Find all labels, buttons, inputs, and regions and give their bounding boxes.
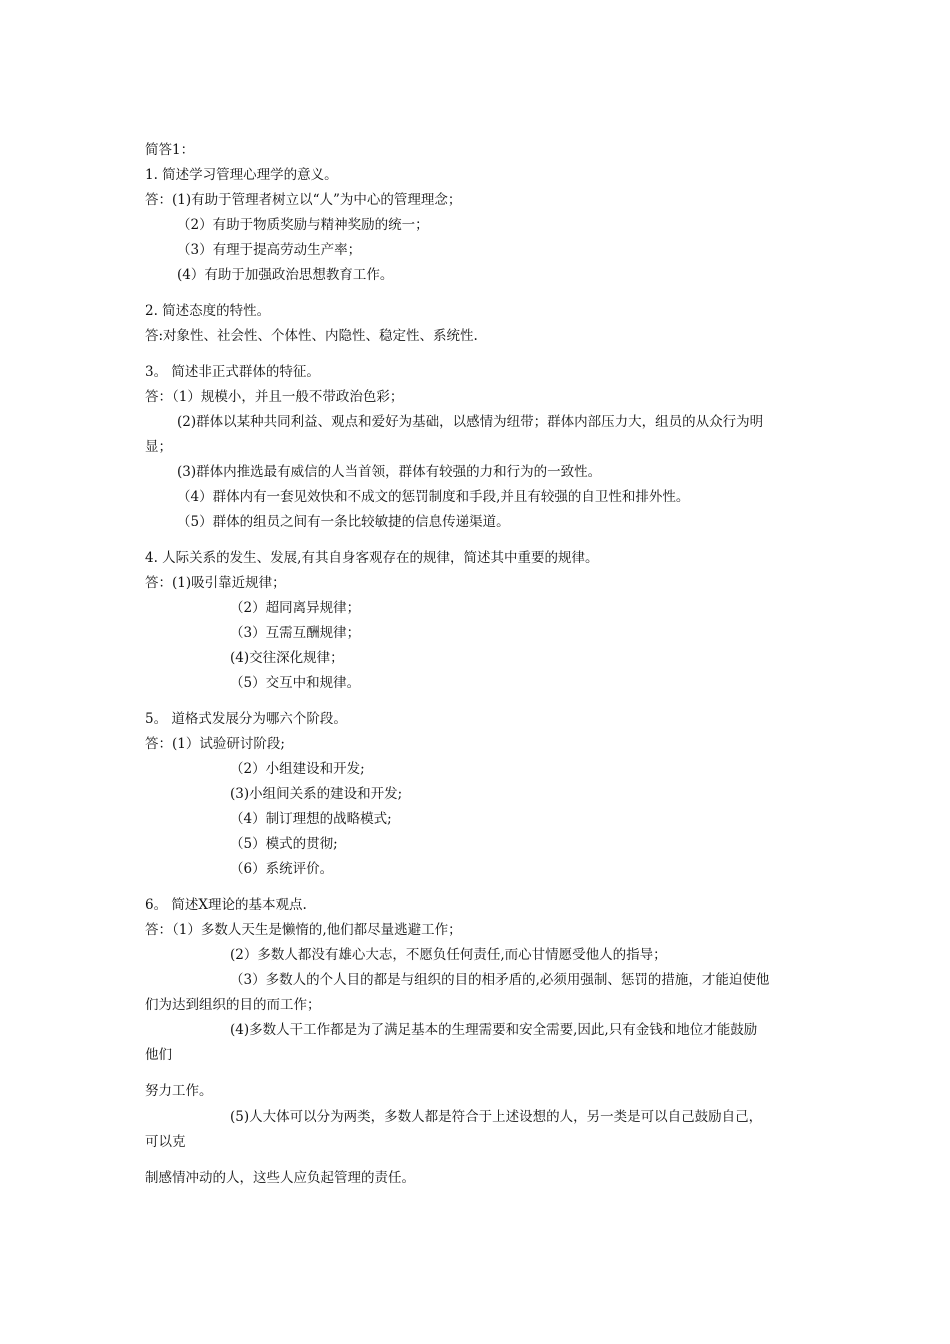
answer-5-item: （2）小组建设和开发; (230, 761, 365, 777)
question-4: 4. 人际关系的发生、发展,有其自身客观存在的规律，简述其中重要的规律。 (145, 550, 599, 566)
answer-6-item-continuation: 可以克 (145, 1134, 186, 1150)
answer-1-item: （3）有理于提高劳动生产率； (177, 242, 362, 258)
answer-3-lead: 答：（1）规模小，并且一般不带政治色彩； (145, 389, 404, 405)
answer-6-item: (5)人大体可以分为两类，多数人都是符合于上述设想的人，另一类是可以自己鼓励自己， (230, 1109, 763, 1125)
answer-6-item-continuation: 们为达到组织的目的而工作； (145, 997, 321, 1013)
answer-6-item: (2）多数人都没有雄心大志，不愿负任何责任,而心甘情愿受他人的指导； (230, 947, 667, 963)
answer-6-item-continuation: 努力工作。 (145, 1083, 213, 1099)
answer-3-item-continuation: 显； (145, 439, 172, 455)
answer-3-item: (2)群体以某种共同利益、观点和爱好为基础，以感情为纽带；群体内部压力大，组员的从众行为明 (177, 414, 764, 430)
answer-5-item: (3)小组间关系的建设和开发; (230, 786, 403, 802)
answer-6-item-continuation: 制感情冲动的人，这些人应负起管理的责任。 (145, 1170, 415, 1186)
answer-3-item: （5）群体的组员之间有一条比较敏捷的信息传递渠道。 (177, 514, 510, 530)
question-6: 6。 简述X理论的基本观点. (145, 897, 307, 913)
question-3: 3。 简述非正式群体的特征。 (145, 364, 320, 380)
answer-4-item: （5）交互中和规律。 (230, 675, 361, 691)
answer-2: 答:对象性、社会性、个体性、内隐性、稳定性、系统性. (145, 328, 478, 344)
answer-1-lead: 答：(1)有助于管理者树立以“人”为中心的管理理念； (145, 192, 462, 208)
answer-5-item: （4）制订理想的战略模式; (230, 811, 392, 827)
answer-4-item: （2）超同离异规律； (230, 600, 361, 616)
answer-3-item: （4）群体内有一套见效快和不成文的惩罚制度和手段,并且有较强的自卫性和排外性。 (177, 489, 690, 505)
answer-1-item: (4）有助于加强政治思想教育工作。 (177, 267, 394, 283)
answer-5-item: （5）模式的贯彻; (230, 836, 338, 852)
answer-6-item: (4)多数人干工作都是为了满足基本的生理需要和安全需要,因此,只有金钱和地位才能鼓励 (230, 1022, 758, 1038)
answer-5-lead: 答：(1）试验研讨阶段; (145, 736, 285, 752)
answer-4-item: (4)交往深化规律； (230, 650, 344, 666)
answer-3-item: (3)群体内推选最有威信的人当首领，群体有较强的力和行为的一致性。 (177, 464, 602, 480)
answer-1-item: （2）有助于物质奖励与精神奖励的统一； (177, 217, 429, 233)
section-heading: 简答1： (145, 142, 195, 158)
question-1: 1. 简述学习管理心理学的意义。 (145, 167, 338, 183)
answer-5-item: （6）系统评价。 (230, 861, 334, 877)
question-2: 2. 简述态度的特性。 (145, 303, 271, 319)
answer-4-item: （3）互需互酬规律； (230, 625, 361, 641)
answer-6-item-continuation: 他们 (145, 1047, 172, 1063)
answer-6-item: （3）多数人的个人目的都是与组织的目的相矛盾的,必须用强制、惩罚的措施，才能迫使他 (230, 972, 770, 988)
question-5: 5。 道格式发展分为哪六个阶段。 (145, 711, 347, 727)
answer-4-lead: 答：(1)吸引靠近规律； (145, 575, 286, 591)
answer-6-lead: 答：（1）多数人天生是懒惰的,他们都尽量逃避工作； (145, 922, 462, 938)
